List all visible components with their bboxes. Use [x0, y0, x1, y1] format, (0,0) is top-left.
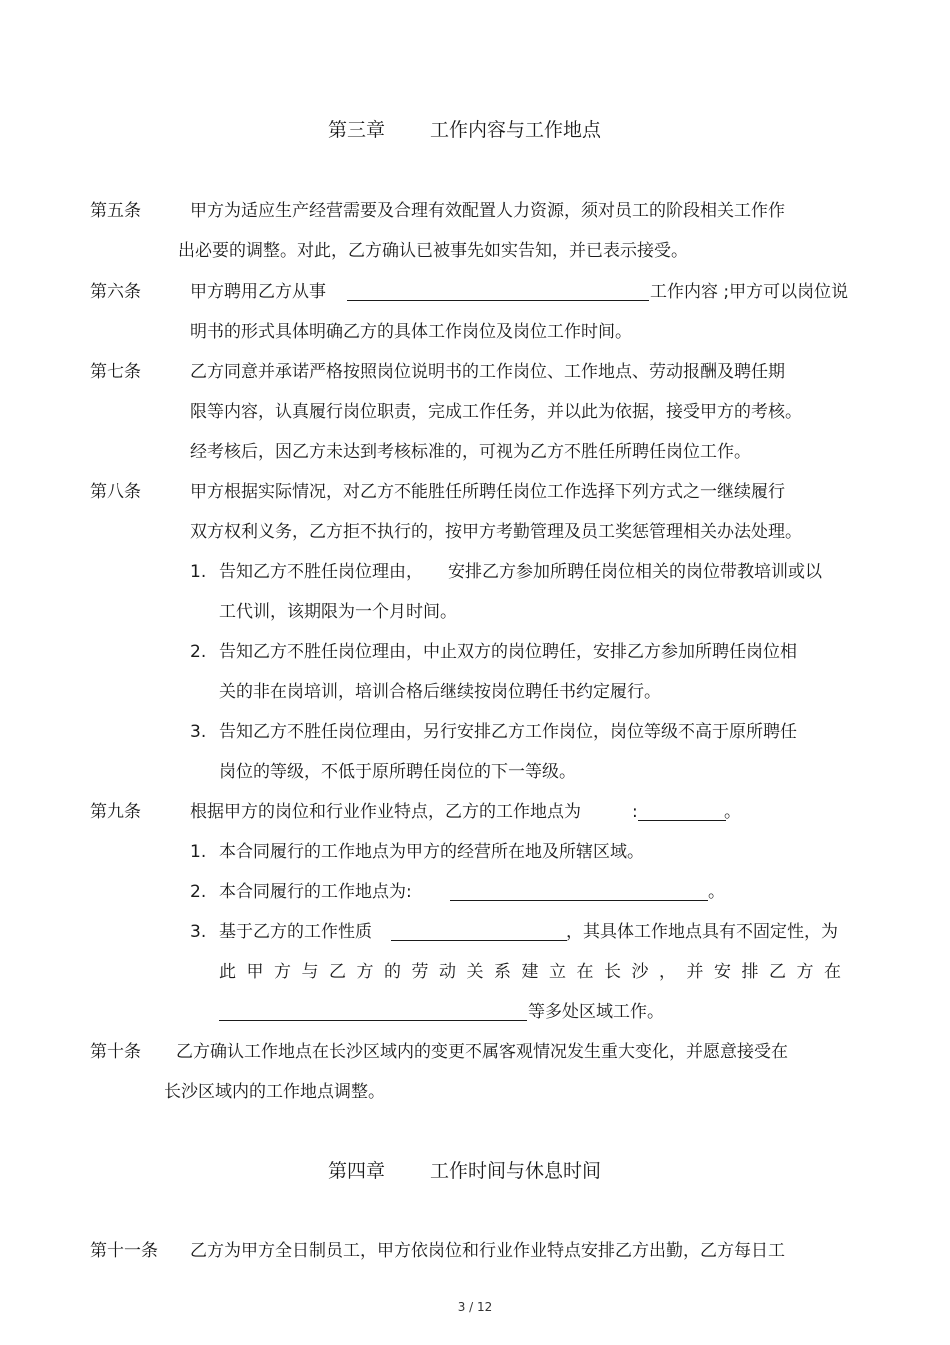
list-number: 2.: [190, 882, 207, 902]
chapter-number: 第四章: [328, 1160, 386, 1182]
list-item-text: 关的非在岗培训，培训合格后继续按岗位聘任书约定履行。: [219, 682, 661, 702]
list-item-text: 安排乙方参加所聘任岗位相关的岗位带教培训或以: [448, 562, 822, 582]
article-label: 第六条: [90, 282, 141, 302]
article-text: 经考核后，因乙方未达到考核标准的，可视为乙方不胜任所聘任岗位工作。: [190, 442, 751, 462]
article-text: 甲方为适应生产经营需要及合理有效配置人力资源，须对员工的阶段相关工作作: [190, 201, 785, 221]
fill-blank[interactable]: [638, 804, 726, 821]
fill-blank[interactable]: [450, 884, 708, 901]
chapter-title: 工作内容与工作地点: [430, 119, 602, 141]
list-item-text: 工代训，该期限为一个月时间。: [219, 602, 457, 622]
article-label: 第九条: [90, 802, 141, 822]
article-label: 第十条: [90, 1042, 141, 1062]
chapter-title: 工作时间与休息时间: [430, 1160, 602, 1182]
article-text: 甲方根据实际情况，对乙方不能胜任所聘任岗位工作选择下列方式之一继续履行: [190, 482, 785, 502]
list-item-text: 此甲方与乙方的劳动关系建立在长沙，并安排乙方在: [219, 962, 852, 982]
list-number: 3.: [190, 722, 207, 742]
article-text: 乙方同意并承诺严格按照岗位说明书的工作岗位、工作地点、劳动报酬及聘任期: [190, 362, 785, 382]
list-item-text: 岗位的等级，不低于原所聘任岗位的下一等级。: [219, 762, 576, 782]
article-text: 乙方确认工作地点在长沙区域内的变更不属客观情况发生重大变化，并愿意接受在: [176, 1042, 788, 1062]
period: 。: [708, 882, 725, 902]
page-number: 3 / 12: [457, 1300, 493, 1314]
list-item-text: 本合同履行的工作地点为甲方的经营所在地及所辖区域。: [219, 842, 644, 862]
article-label: 第十一条: [90, 1241, 158, 1261]
article-text: 乙方为甲方全日制员工，甲方依岗位和行业作业特点安排乙方出勤，乙方每日工: [190, 1241, 785, 1261]
article-text: 根据甲方的岗位和行业作业特点，乙方的工作地点为: [190, 802, 581, 822]
list-number: 2.: [190, 642, 207, 662]
fill-blank[interactable]: [391, 924, 567, 941]
period: 。: [724, 802, 741, 822]
article-label: 第八条: [90, 482, 141, 502]
list-number: 1.: [190, 842, 207, 862]
article-text: 出必要的调整。对此，乙方确认已被事先如实告知，并已表示接受。: [178, 241, 688, 261]
article-label: 第七条: [90, 362, 141, 382]
article-text: 长沙区域内的工作地点调整。: [164, 1082, 385, 1102]
article-text: 甲方聘用乙方从事: [190, 282, 326, 302]
list-item-text: 基于乙方的工作性质: [219, 922, 372, 942]
article-text: 双方权利义务，乙方拒不执行的，按甲方考勤管理及员工奖惩管理相关办法处理。: [190, 522, 802, 542]
list-number: 3.: [190, 922, 207, 942]
article-text: 限等内容，认真履行岗位职责，完成工作任务，并以此为依据，接受甲方的考核。: [190, 402, 802, 422]
list-item-text: 告知乙方不胜任岗位理由，: [219, 562, 423, 582]
colon: :: [632, 802, 638, 822]
list-item-text: 告知乙方不胜任岗位理由，中止双方的岗位聘任，安排乙方参加所聘任岗位相: [219, 642, 797, 662]
list-number: 1.: [190, 562, 207, 582]
article-text: 工作内容 ;甲方可以岗位说: [650, 282, 849, 302]
list-item-text: 告知乙方不胜任岗位理由，另行安排乙方工作岗位，岗位等级不高于原所聘任: [219, 722, 797, 742]
list-item-text: 等多处区域工作。: [528, 1002, 664, 1022]
fill-blank[interactable]: [219, 1004, 527, 1021]
list-item-text: ，其具体工作地点具有不固定性，为: [566, 922, 838, 942]
list-item-text: 本合同履行的工作地点为:: [219, 882, 412, 902]
article-label: 第五条: [90, 201, 141, 221]
article-text: 明书的形式具体明确乙方的具体工作岗位及岗位工作时间。: [190, 322, 632, 342]
fill-blank[interactable]: [347, 284, 649, 301]
chapter-number: 第三章: [328, 119, 386, 141]
